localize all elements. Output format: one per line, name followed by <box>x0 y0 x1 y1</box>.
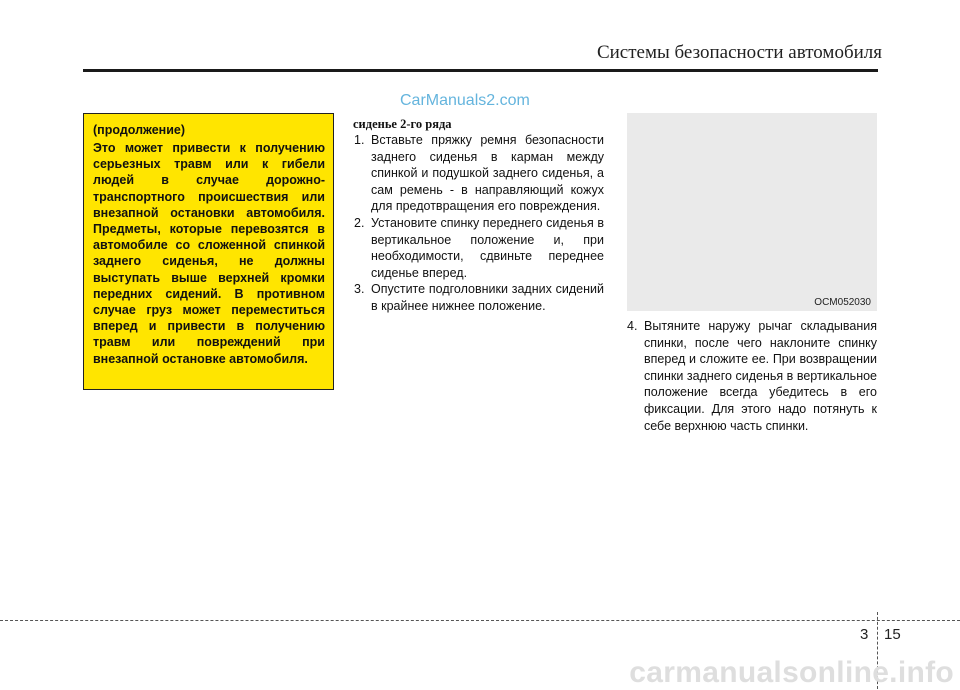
step-item <box>354 281 604 314</box>
step-number: 3. <box>354 282 365 297</box>
step-text: Вытяните наружу рычаг складывания спинки, после чего наклоните спинку вперед и сложите ее. При возвращении спинки заднего сиденья в вертикальное положение всегда убедитесь в его фиксации. Для этого надо потянуть к себе верхнюю часть спинки. <box>644 319 877 433</box>
page-section-number: 3 <box>860 626 869 643</box>
step-item <box>354 132 604 215</box>
header-rule <box>83 69 878 72</box>
watermark-top: CarManuals2.com <box>400 92 530 109</box>
figure-illustration <box>627 113 877 311</box>
step-item <box>627 318 877 434</box>
warning-heading: (продолжение) <box>93 123 186 137</box>
figure-code: OCM052030 <box>814 297 871 308</box>
step-item <box>354 215 604 281</box>
section-heading: сиденье 2-го ряда <box>353 117 452 131</box>
step-text: Опустите подголовники задних сидений в крайнее нижнее положение. <box>371 282 604 313</box>
step-number: 1. <box>354 133 365 147</box>
step-number: 4. <box>627 319 638 333</box>
step-text: Вставьте пряжку ремня безопасности заднего сиденья в карман между спинкой и подушкой заднего сиденья, а сам ремень - в направляющий кожух для предотвращения его повреждения. <box>371 133 604 214</box>
page-header-title: Системы безопасности автомобиля <box>596 42 882 63</box>
watermark-bottom: carmanualsonline.info <box>629 656 954 689</box>
steps-list <box>354 132 604 315</box>
step-text: Установите спинку переднего сиденья в вертикальное положение и, при необходимости, сдвиньте переднее сиденье вперед. <box>371 215 604 280</box>
warning-text: Это может привести к получению серьезных травм или к гибели людей в случае дорожно-транспортного происшествия или внезапной остановки автомобиля. Предметы, которые перевозятся в автомобиле со сложенной спинкой заднего сиденья, не должны выступать выше верхней кромки передних сидений. В противном случае груз может переместиться вперед и привести в получению травм или повреждений при внезапной остановке автомобиля. <box>93 141 325 366</box>
warning-box <box>83 113 334 390</box>
footer-rule <box>0 620 960 621</box>
step-number: 2. <box>354 215 365 230</box>
page-number: 15 <box>884 626 901 643</box>
steps-list-right <box>627 318 877 434</box>
